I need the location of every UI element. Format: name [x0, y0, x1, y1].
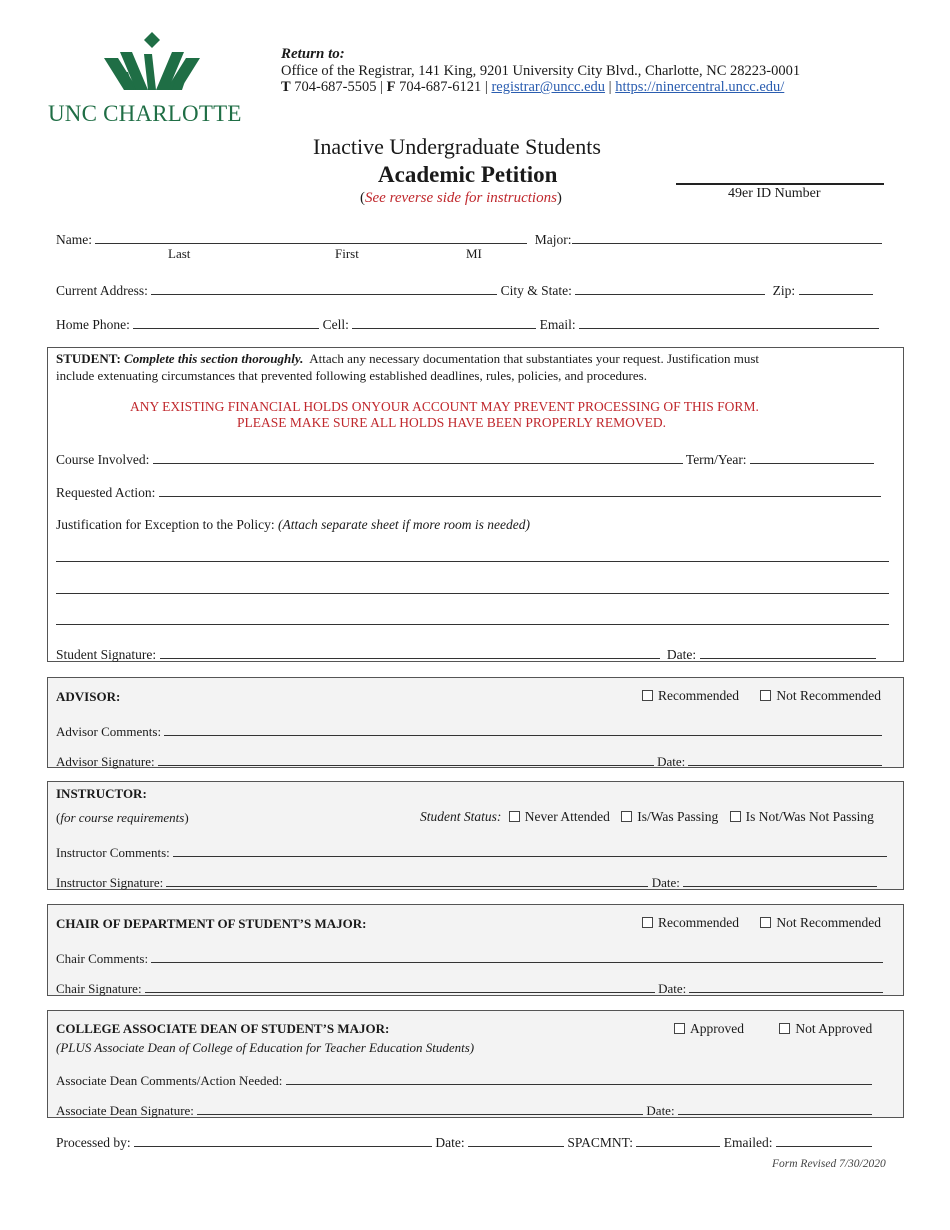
spacmnt-label: SPACMNT:: [567, 1135, 633, 1150]
instructor-comments-field[interactable]: [173, 843, 887, 857]
instructor-signature-row: [56, 873, 877, 891]
name-mi-caption: MI: [466, 246, 482, 261]
chair-signature-row: [56, 979, 883, 997]
major-label: Major:: [534, 232, 572, 247]
never-attended-label: Never Attended: [524, 809, 610, 824]
chair-not-recommended-label: Not Recommended: [776, 915, 881, 930]
instructor-comments-label: Instructor Comments:: [56, 845, 170, 860]
paren: (: [56, 810, 61, 825]
justification-line-2[interactable]: [56, 593, 889, 594]
advisor-not-recommended-checkbox[interactable]: [760, 690, 771, 701]
emailed-label: Emailed:: [723, 1135, 773, 1150]
holds-warning-1: ANY EXISTING FINANCIAL HOLDS ONYOUR ACCOUNT MAY PREVENT PROCESSING OF THIS FORM.: [130, 399, 759, 414]
chair-comments-row: [56, 949, 883, 967]
advisor-signature-field[interactable]: [158, 752, 654, 766]
term-label: Term/Year:: [685, 452, 747, 467]
requested-action-field[interactable]: [159, 483, 881, 497]
processed-by-field[interactable]: [134, 1133, 432, 1147]
course-row: [56, 450, 874, 468]
instructor-section: [47, 781, 904, 890]
separator: |: [608, 79, 612, 95]
ninercentral-link[interactable]: https://ninercentral.uncc.edu/: [615, 79, 785, 95]
instructions-note: [360, 190, 562, 207]
dean-signature-field[interactable]: [197, 1101, 643, 1115]
justification-label: Justification for Exception to the Policy:: [56, 517, 275, 532]
advisor-recommendation: [642, 688, 881, 704]
city-state-field[interactable]: [575, 281, 765, 295]
form-subtitle: Inactive Undergraduate Students: [313, 134, 601, 159]
tel-label: T: [281, 79, 291, 95]
chair-heading: CHAIR OF DEPARTMENT OF STUDENT’S MAJOR:: [56, 916, 367, 931]
name-field[interactable]: [95, 230, 527, 244]
advisor-not-recommended-label: Not Recommended: [776, 688, 881, 703]
paren: (: [360, 190, 365, 206]
advisor-recommended-label: Recommended: [658, 688, 739, 703]
dean-comments-row: [56, 1071, 872, 1089]
logo: [48, 32, 263, 127]
not-passing-checkbox[interactable]: [730, 811, 741, 822]
student-heading: STUDENT:: [56, 351, 121, 366]
address-field[interactable]: [151, 281, 497, 295]
chair-signature-label: Chair Signature:: [56, 981, 142, 996]
advisor-comments-field[interactable]: [164, 722, 882, 736]
dean-not-approved-label: Not Approved: [795, 1021, 873, 1036]
dean-signature-label: Associate Dean Signature:: [56, 1103, 194, 1118]
separator: |: [484, 79, 488, 95]
dean-heading: COLLEGE ASSOCIATE DEAN OF STUDENT’S MAJOR:: [56, 1021, 390, 1036]
chair-comments-field[interactable]: [151, 949, 883, 963]
fax-number: 704-687-6121: [399, 79, 482, 95]
registrar-email-link[interactable]: registrar@uncc.edu: [491, 79, 606, 95]
chair-recommendation: [642, 915, 881, 931]
chair-date-field[interactable]: [689, 979, 883, 993]
instructor-note-text: for course requirements: [60, 810, 185, 825]
dean-approved-label: Approved: [690, 1021, 744, 1036]
email-label: Email:: [539, 317, 576, 332]
advisor-comments-row: [56, 722, 882, 740]
dean-date-field[interactable]: [678, 1101, 872, 1115]
student-signature-label: Student Signature:: [56, 647, 157, 662]
chair-section: [47, 904, 904, 996]
student-intro-line2: include extenuating circumstances that prevented following established deadlines, rules, policies, and procedures.: [56, 368, 647, 383]
instructor-signature-field[interactable]: [166, 873, 648, 887]
not-passing-label: Is Not/Was Not Passing: [745, 809, 874, 824]
holds-warning-2: PLEASE MAKE SURE ALL HOLDS HAVE BEEN PROPERLY REMOVED.: [237, 415, 667, 430]
fax-label: F: [386, 79, 396, 95]
registrar-address: Office of the Registrar, 141 King, 9201 University City Blvd., Charlotte, NC 28223-0001: [281, 63, 801, 79]
advisor-signature-label: Advisor Signature:: [56, 754, 155, 769]
zip-field[interactable]: [799, 281, 873, 295]
home-phone-label: Home Phone:: [56, 317, 130, 332]
processed-date-label: Date:: [435, 1135, 465, 1150]
chair-recommended-label: Recommended: [658, 915, 739, 930]
student-date-field[interactable]: [700, 645, 876, 659]
instructor-signature-label: Instructor Signature:: [56, 875, 164, 890]
paren: ): [184, 810, 189, 825]
logo-text: UNC CHARLOTTE: [48, 101, 242, 126]
advisor-recommended-checkbox[interactable]: [642, 690, 653, 701]
student-signature-row: [56, 645, 876, 663]
student-intro-text: Attach any necessary documentation that substantiates your request. Justification must: [309, 351, 760, 366]
major-field[interactable]: [572, 230, 882, 244]
form-revised-date: Form Revised 7/30/2020: [772, 1158, 886, 1170]
student-intro-line1: [56, 351, 759, 367]
instructor-date-field[interactable]: [683, 873, 877, 887]
dean-section: [47, 1010, 904, 1118]
term-field[interactable]: [750, 450, 874, 464]
chair-recommended-checkbox[interactable]: [642, 917, 653, 928]
justification-row: [56, 517, 530, 533]
advisor-comments-label: Advisor Comments:: [56, 724, 162, 739]
course-label: Course Involved:: [56, 452, 150, 467]
instructor-note: [56, 810, 189, 826]
dean-signature-row: [56, 1101, 872, 1119]
dean-comments-field[interactable]: [286, 1071, 872, 1085]
city-state-label: City & State:: [500, 283, 572, 298]
phone-row: [56, 315, 879, 333]
student-signature-field[interactable]: [160, 645, 660, 659]
processing-row: [56, 1133, 872, 1151]
address-label: Current Address:: [56, 283, 148, 298]
course-field[interactable]: [153, 450, 683, 464]
student-heading-instruction: Complete this section thoroughly.: [124, 351, 304, 366]
cell-label: Cell:: [322, 317, 349, 332]
name-first-caption: First: [335, 246, 359, 261]
action-row: [56, 483, 881, 501]
tel-number: 704-687-5505: [294, 79, 377, 95]
name-last-caption: Last: [168, 246, 191, 261]
chair-signature-field[interactable]: [145, 979, 655, 993]
instructor-comments-row: [56, 843, 887, 861]
chair-not-recommended-checkbox[interactable]: [760, 917, 771, 928]
zip-label: Zip:: [772, 283, 796, 298]
passing-label: Is/Was Passing: [637, 809, 719, 824]
student-status-label: Student Status:: [420, 809, 502, 824]
return-to-label: Return to:: [281, 46, 345, 62]
student-status-group: [420, 809, 874, 825]
instructor-date-label: Date:: [651, 875, 680, 890]
instructor-heading: INSTRUCTOR:: [56, 786, 147, 801]
form-title: Academic Petition: [378, 162, 558, 187]
chair-date-label: Date:: [658, 981, 687, 996]
advisor-signature-row: [56, 752, 882, 770]
dean-note: (PLUS Associate Dean of College of Education for Teacher Education Students): [56, 1040, 475, 1055]
justification-line-3[interactable]: [56, 624, 889, 625]
dean-not-approved-checkbox[interactable]: [779, 1023, 790, 1034]
id-number-line[interactable]: [676, 183, 884, 185]
unc-charlotte-crown-icon: [48, 32, 263, 100]
advisor-heading: ADVISOR:: [56, 689, 121, 704]
processed-by-label: Processed by:: [56, 1135, 131, 1150]
processed-date-field[interactable]: [468, 1133, 564, 1147]
spacmnt-field[interactable]: [636, 1133, 720, 1147]
contact-line: [281, 79, 784, 96]
advisor-date-field[interactable]: [688, 752, 882, 766]
chair-comments-label: Chair Comments:: [56, 951, 149, 966]
see-reverse-text: See reverse side for instructions: [365, 190, 557, 206]
advisor-section: [47, 677, 904, 768]
dean-date-label: Date:: [646, 1103, 675, 1118]
passing-checkbox[interactable]: [621, 811, 632, 822]
dean-approval: [674, 1021, 872, 1037]
email-field[interactable]: [579, 315, 879, 329]
advisor-date-label: Date:: [657, 754, 686, 769]
dean-approved-checkbox[interactable]: [674, 1023, 685, 1034]
emailed-field[interactable]: [776, 1133, 872, 1147]
justification-note: (Attach separate sheet if more room is needed): [277, 517, 531, 532]
justification-line-1[interactable]: [56, 561, 889, 562]
dean-comments-label: Associate Dean Comments/Action Needed:: [56, 1073, 283, 1088]
paren: ): [556, 190, 562, 206]
address-row: [56, 281, 873, 299]
requested-action-label: Requested Action:: [56, 485, 156, 500]
student-section: [47, 347, 904, 662]
home-phone-field[interactable]: [133, 315, 319, 329]
student-date-label: Date:: [666, 647, 697, 662]
separator: |: [380, 79, 383, 95]
id-number-label: 49er ID Number: [728, 186, 821, 201]
never-attended-checkbox[interactable]: [509, 811, 520, 822]
cell-field[interactable]: [352, 315, 536, 329]
name-label: Name:: [56, 232, 92, 247]
